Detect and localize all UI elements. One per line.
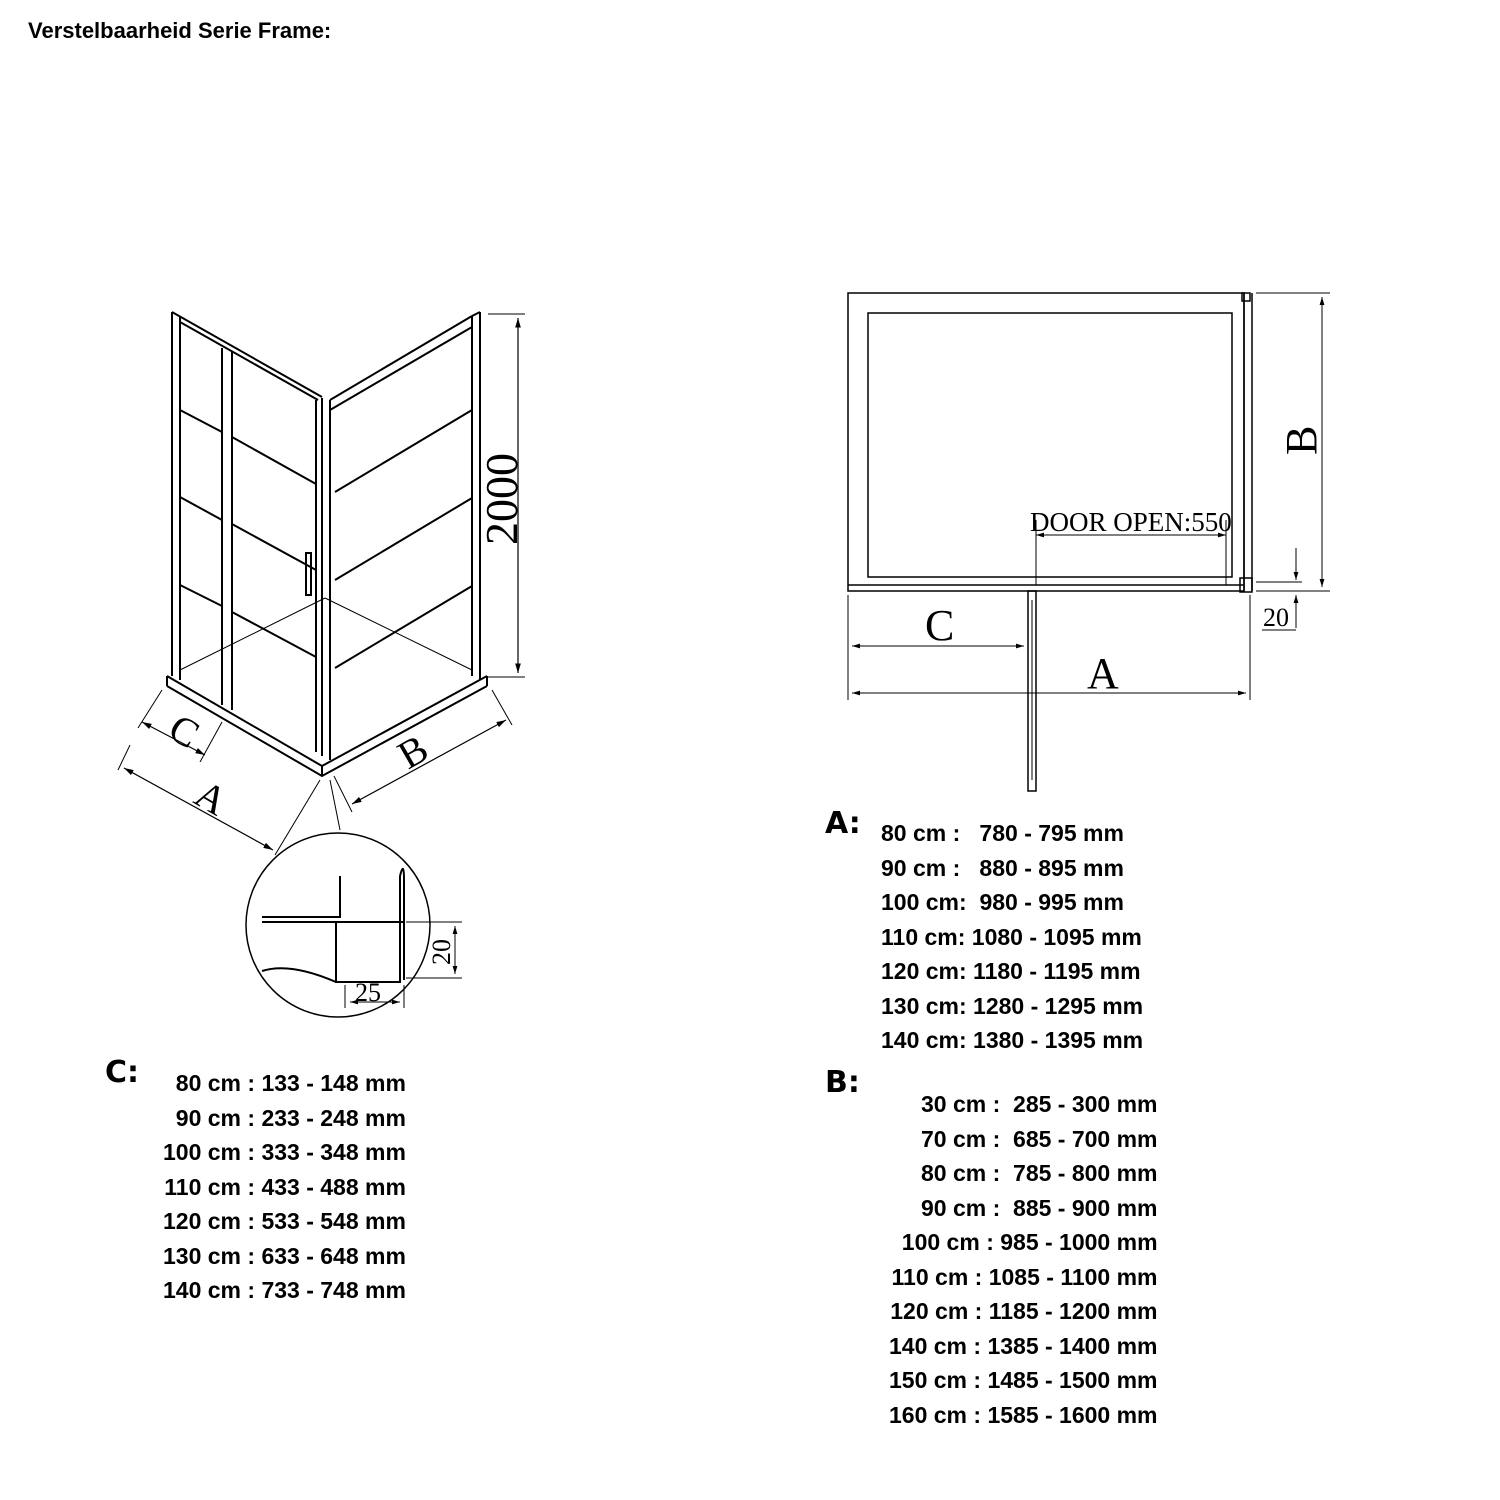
list-c <box>163 1066 406 1308</box>
list-item: 120 cm : 533 - 548 mm <box>163 1208 406 1234</box>
list-item: 80 cm : 780 - 795 mm <box>881 820 1124 846</box>
list-item: 140 cm : 1385 - 1400 mm <box>889 1332 1158 1359</box>
isometric-shower-drawing <box>118 312 525 1017</box>
list-item: 110 cm: 1080 - 1095 mm <box>881 923 1142 950</box>
list-item: 110 cm : 433 - 488 mm <box>164 1173 406 1200</box>
list-item: 120 cm: 1180 - 1195 mm <box>881 958 1141 984</box>
iso-dim-c-label: C <box>161 704 208 758</box>
page-title: Verstelbaarheid Serie Frame: <box>28 18 332 43</box>
detail-width-label: 25 <box>355 978 381 1007</box>
list-item: 110 cm : 1085 - 1100 mm <box>891 1263 1158 1290</box>
list-c-letter: C: <box>105 1055 140 1090</box>
list-item: 150 cm : 1485 - 1500 mm <box>889 1367 1158 1393</box>
list-item: 100 cm : 985 - 1000 mm <box>901 1229 1158 1255</box>
plan-profile-label: 20 <box>1263 603 1289 632</box>
list-item: 90 cm : 880 - 895 mm <box>881 854 1124 881</box>
list-item: 140 cm : 733 - 748 mm <box>163 1277 406 1303</box>
list-item: 100 cm : 333 - 348 mm <box>163 1139 406 1165</box>
plan-dim-a-label: A <box>1087 649 1119 698</box>
plan-dim-c-label: C <box>925 601 955 650</box>
list-item: 130 cm : 633 - 648 mm <box>163 1242 406 1269</box>
list-b-letter: B: <box>825 1065 860 1100</box>
list-item: 120 cm : 1185 - 1200 mm <box>890 1298 1158 1324</box>
list-item: 80 cm : 785 - 800 mm <box>920 1160 1158 1186</box>
list-item: 90 cm : 233 - 248 mm <box>175 1104 406 1131</box>
list-item: 140 cm: 1380 - 1395 mm <box>881 1027 1144 1053</box>
list-item: 90 cm : 885 - 900 mm <box>920 1194 1158 1221</box>
iso-height-label: 2000 <box>476 453 527 545</box>
list-item: 30 cm : 285 - 300 mm <box>920 1091 1158 1117</box>
iso-dim-a-label: A <box>187 770 236 825</box>
plan-door-open-label: DOOR OPEN:550 <box>1030 507 1232 537</box>
plan-view-drawing <box>848 293 1330 791</box>
list-a-letter: A: <box>825 806 861 841</box>
list-item: 160 cm : 1585 - 1600 mm <box>889 1401 1158 1428</box>
iso-dim-b-label: B <box>390 725 436 778</box>
list-item: 80 cm : 133 - 148 mm <box>175 1070 406 1096</box>
list-item: 100 cm: 980 - 995 mm <box>881 889 1124 915</box>
detail-height-label: 20 <box>427 939 456 965</box>
list-b <box>889 1087 1158 1432</box>
list-a <box>881 816 1143 1058</box>
list-item: 130 cm: 1280 - 1295 mm <box>881 992 1144 1019</box>
list-item: 70 cm : 685 - 700 mm <box>920 1125 1158 1152</box>
plan-dim-b-label: B <box>1277 425 1326 455</box>
